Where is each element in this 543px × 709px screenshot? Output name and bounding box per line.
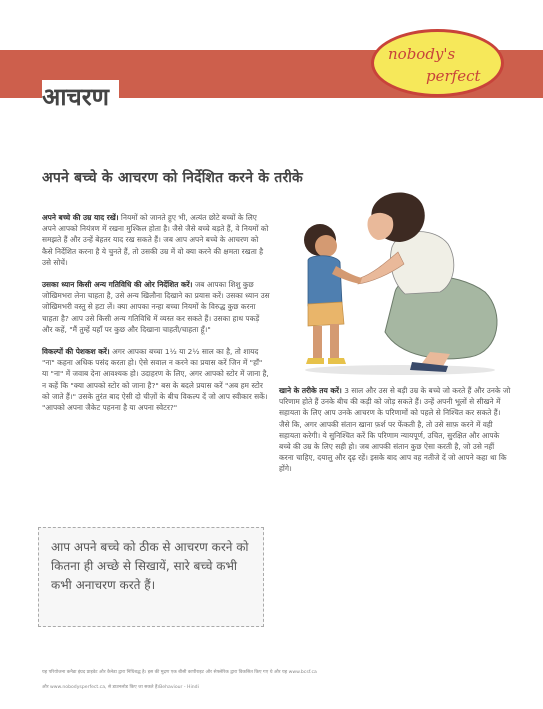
logo-text-line1: nobody's (388, 45, 456, 63)
quote-callout (38, 527, 264, 627)
section-age-text: नियमों को जानते हुए भी, अत्यंत छोटे बच्चों के लिए अपने आपको नियंत्रण में रखना मुश्किल होता है। जैसे जैसे बच्चे बड़ते हैं, वे नियमों को समझते हैं और उन्हें बेहतर याद रख सकते हैं। जब आप अपने बच्चे के आचरण को कैसे निर्देशित करना है ये चुनते हैं, तो उसकी उम्र में वो क्या करने की क्षमता रखता है उसे सोचें। (42, 213, 269, 267)
right-column (279, 385, 511, 475)
section-choices-lead: विकल्पों की पेशकश करें। (42, 347, 110, 357)
section-consequences-text: 3 साल और उस से बड़ी उम्र के बच्चे जो करते हैं और उनके जो परिणाम होते हैं उनके बीच की कड़ी को जोड़ सकते हैं। उन्हें अपनी भूलों से सीखने में सहायता के लिए आप उनके आचरण के परिणामों को पहले से निश्चित कर सकते हैं। जैसे कि, अगर आपकी संतान खाना फ़र्श पर फेंकती है, तो उसे साफ़ करने में वही सहायता करेगी। ये सुनिश्चित करें कि परिणाम न्यायपूर्ण, उचित, सुरक्षित और आपके बच्चे की उम्र के लिए सही हो। जब आपकी संतान कुछ ऐसा करती है, जो उसे नहीं करना चाहिए, दयालु और दृढ़ रहें। इसके बाद आप वह नतीजे दें जो आपने कहा था कि होंगे। (279, 386, 511, 474)
section-redirect-text: जब आपका शिशु कुछ जोखिमभरा लेना चाहता है, उसे अन्य खिलौना दिखाने का प्रयास करें। उसका ध्यान उस जोखिमभरी वस्तु से हटा लें। क्या आपका नन्हा बच्चा नियमों के विरुद्ध कुछ करना चाहता है? आप उसे किसी अन्य गतिविधि में व्यस्त कर सकते हैं। उसका हाथ पकड़ें और कहें, "मैं तुम्हें यहाँ पर कुछ और दिखाना चाहती/चाहता हूँ।" (42, 280, 270, 334)
quote-text: आप अपने बच्चे को ठीक से आचरण करने को कितना ही अच्छे से सिखायें, सारे बच्चे कभी कभी अनाचरण करते हैं। (51, 540, 249, 592)
nobodys-perfect-logo (371, 29, 504, 97)
footer-line2: और www.nobodysperfect.ca, से डाउनलोड किए जा सकते हैं।Behaviour - Hindi (42, 685, 199, 690)
section-redirect (42, 279, 270, 335)
section-choices-text: अगर आपका बच्चा 1½ या 2½ साल का है, तो शायद "ना" कहना अधिक पसंद करता हो। ऐसे सवाल न करने का प्रयास करें जिन में "हाँ" या "ना" में जवाब देना आवश्यक हो। उदाहरण के लिए, अगर आपको स्टोर में जाना है, न कहें कि "क्या आपको स्टोर को जाना है?" बस के बदले प्रयास करें "अब हम स्टोर को जाते हैं।" उसके तुरंत बाद ऐसी दो चीज़ों के बीच विकल्प दें जो आप स्वीकार सकें। "आपको अपना जैकेट पहनना है या अपना स्वेटर?" (42, 347, 269, 413)
footer-line1: यह परियोजना कनैडा इंग्रद प्राइवेट और कैनेडा द्वारा निधिबद्ध है। इस की मुद्रण एक बीसी कापीराइट और सेफ्लेरिक द्वारा विकसित किए गए थे और यह www.bcsf.ca (42, 670, 317, 675)
mother-child-illustration (280, 182, 515, 380)
main-heading: अपने बच्चे के आचरण को निर्देशित करने के तरीके (42, 170, 303, 186)
section-redirect-lead: उसका ध्यान किसी अन्य गतिविधि की ओर निर्देशित करें। (42, 280, 193, 290)
section-age (42, 212, 270, 268)
section-consequences-lead: खाने के तरीके तय करें। (279, 386, 342, 395)
section-age-lead: अपने बच्चे की उम्र याद रखें। (42, 213, 119, 222)
section-choices (42, 346, 270, 413)
page-title: आचरण (42, 80, 119, 116)
left-column (42, 212, 270, 424)
logo-text-line2: perfect (426, 67, 481, 85)
section-consequences (279, 385, 511, 475)
